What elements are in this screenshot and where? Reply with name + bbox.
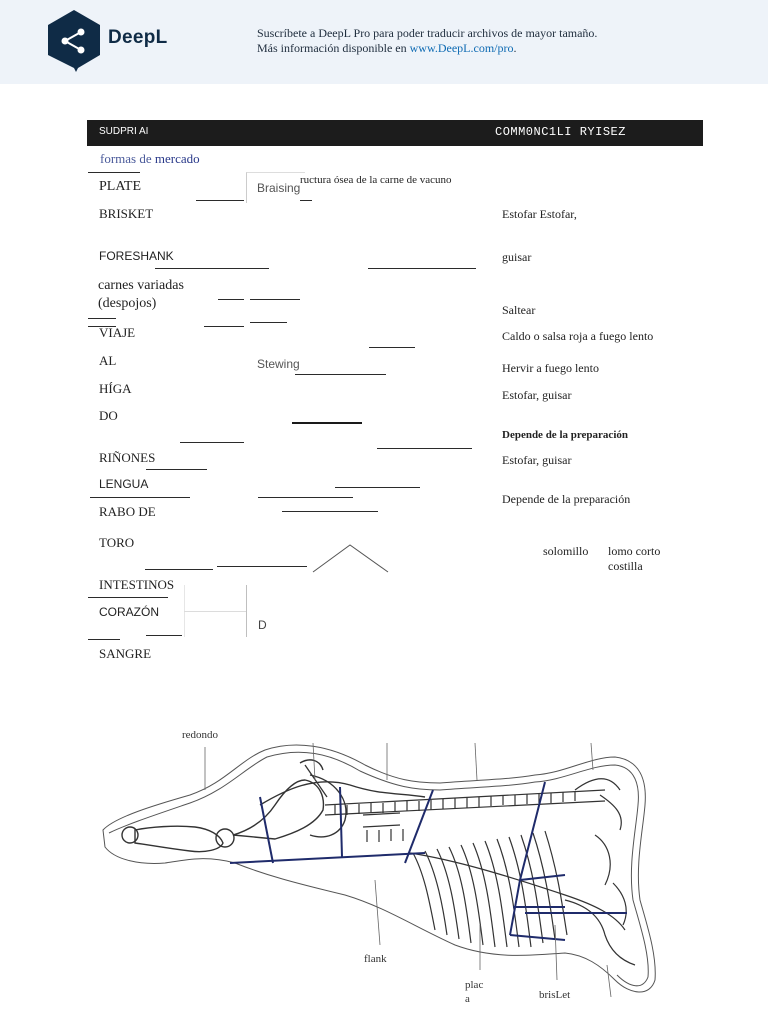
promo-line-2: Más información disponible en www.DeepL.com/pro. [257, 41, 517, 55]
market-forms-heading: formas de mercado [100, 151, 200, 166]
cut-lomo-corto: lomo corto [608, 544, 661, 558]
item-plate: PLATE [99, 179, 141, 194]
item-intestinos: INTESTINOS [99, 577, 175, 592]
method-4: Caldo o salsa roja a fuego lento [502, 329, 654, 343]
item-rabo: RABO DE [99, 504, 156, 519]
item-brisket: BRISKET [99, 206, 154, 221]
method-1: Estofar Estofar, [502, 207, 577, 221]
item-al: AL [99, 353, 117, 368]
item-variety-meats-1: carnes variadas [98, 278, 184, 293]
deepl-logo-icon[interactable] [48, 10, 100, 72]
method-6: Estofar, guisar [502, 388, 572, 402]
header-left-label: SUDPRI AI [99, 126, 149, 137]
item-variety-meats-2: (despojos) [98, 296, 157, 311]
braising-label: Braising [257, 181, 301, 195]
method-8: Estofar, guisar [502, 453, 572, 467]
method-9: Depende de la preparación [502, 492, 631, 506]
item-corazon: CORAZÓN [99, 605, 159, 619]
item-sangre: SANGRE [99, 646, 152, 661]
diagram-label-placa-2: a [465, 993, 470, 1005]
item-do: DO [99, 408, 118, 423]
method-3: Saltear [502, 303, 536, 317]
item-viaje: VIAJE [99, 325, 136, 340]
deepl-pro-link[interactable]: www.DeepL.com/pro [409, 41, 514, 55]
item-toro: TORO [99, 535, 135, 550]
stewing-label: Stewing [257, 357, 300, 371]
caret-shape [312, 544, 390, 574]
diagram-label-brisket: brisLet [539, 989, 571, 1001]
cut-solomillo: solomillo [543, 544, 589, 558]
method-5: Hervir a fuego lento [502, 361, 599, 375]
item-rinones: RIÑONES [99, 450, 156, 465]
overlay-d: D [258, 618, 267, 632]
item-foreshank: FORESHANK [99, 249, 174, 263]
diagram-label-placa-1: plac [465, 979, 484, 991]
deepl-logo-text[interactable]: DeepL [108, 27, 168, 48]
promo-text [257, 26, 597, 56]
method-2: guisar [502, 250, 532, 264]
method-7: Depende de la preparación [502, 429, 628, 441]
diagram-label-redondo: redondo [182, 729, 219, 741]
structure-caption: ructura ósea de la carne de vacuno [300, 174, 452, 186]
item-lengua: LENGUA [99, 477, 149, 491]
header-right-label: COMM0NC1LI RYISEZ [495, 125, 626, 139]
item-higa: HÍGA [99, 381, 132, 396]
cut-costilla: costilla [608, 559, 643, 573]
promo-line-1: Suscríbete a DeepL Pro para poder traducir archivos de mayor tamaño. [257, 26, 598, 40]
diagram-label-flank: flank [364, 953, 387, 965]
